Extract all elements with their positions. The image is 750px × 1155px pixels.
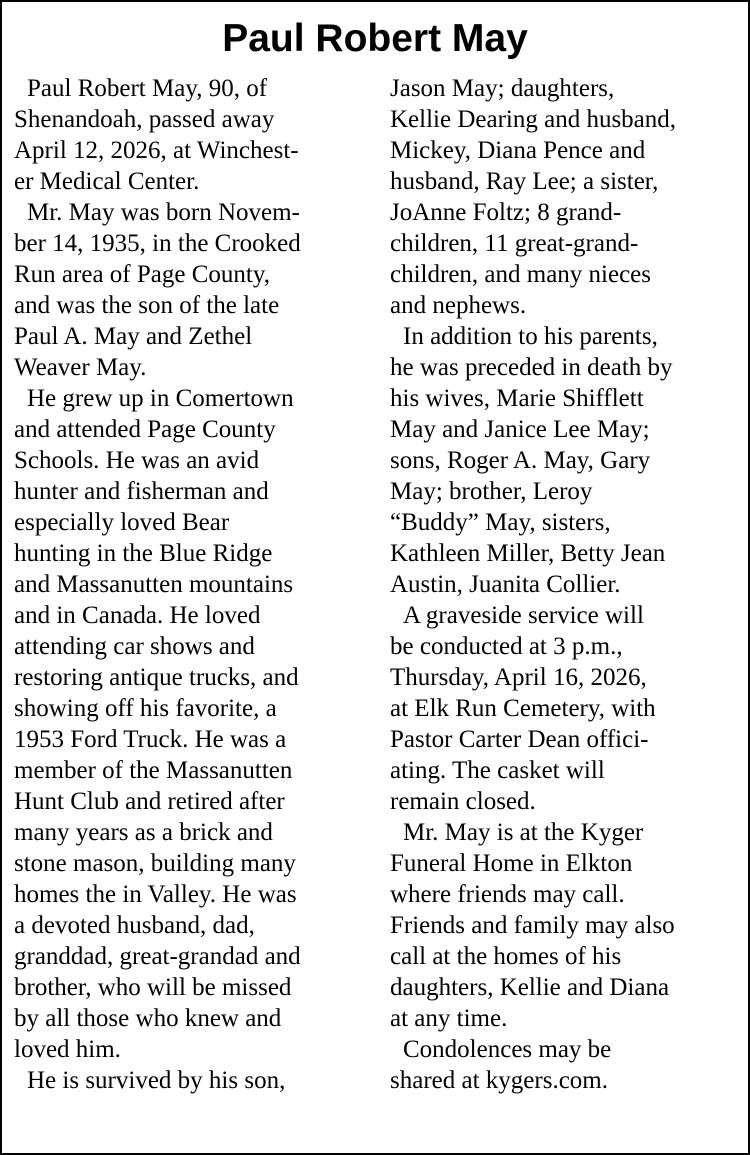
text-line: showing off his favorite, a bbox=[14, 695, 277, 722]
text-line: restoring antique trucks, and bbox=[14, 664, 299, 691]
text-line: Pastor Carter Dean offici- bbox=[390, 726, 649, 753]
text-line: Paul Robert May, 90, of bbox=[27, 75, 268, 102]
text-line: April 12, 2026, at Winchest- bbox=[14, 137, 299, 164]
text-line: “Buddy” May, sisters, bbox=[390, 509, 611, 536]
text-line: Paul A. May and Zethel bbox=[14, 323, 253, 350]
text-line: shared at kygers.com. bbox=[390, 1067, 608, 1094]
text-line: 1953 Ford Truck. He was a bbox=[14, 726, 287, 753]
text-line: brother, who will be missed bbox=[14, 974, 292, 1001]
text-line: He is survived by his son, bbox=[27, 1067, 286, 1094]
text-line: be conducted at 3 p.m., bbox=[390, 633, 623, 660]
text-line: Mr. May was born Novem- bbox=[27, 199, 300, 226]
text-line: homes the in Valley. He was bbox=[14, 881, 297, 908]
text-line: especially loved Bear bbox=[14, 509, 230, 536]
text-line: member of the Massanutten bbox=[14, 757, 293, 784]
text-line: Condolences may be bbox=[403, 1036, 612, 1063]
text-line: daughters, Kellie and Diana bbox=[390, 974, 670, 1001]
text-line: Hunt Club and retired after bbox=[14, 788, 285, 815]
text-line: and Massanutten mountains bbox=[14, 571, 294, 598]
text-line: he was preceded in death by bbox=[390, 354, 673, 381]
text-line: and was the son of the late bbox=[14, 292, 280, 319]
text-line: where friends may call. bbox=[390, 881, 625, 908]
text-line: He grew up in Comertown bbox=[27, 385, 294, 412]
text-line: May and Janice Lee May; bbox=[390, 416, 650, 443]
text-line: Kathleen Miller, Betty Jean bbox=[390, 540, 666, 567]
text-line: Funeral Home in Elkton bbox=[390, 850, 633, 877]
text-line: Mickey, Diana Pence and bbox=[390, 137, 646, 164]
text-line: ber 14, 1935, in the Crooked bbox=[14, 230, 301, 257]
text-line: May; brother, Leroy bbox=[390, 478, 593, 505]
obituary-column-left bbox=[14, 73, 370, 1096]
text-line: sons, Roger A. May, Gary bbox=[390, 447, 651, 474]
text-line: children, and many nieces bbox=[390, 261, 652, 288]
text-line: at any time. bbox=[390, 1005, 508, 1032]
text-line: Schools. He was an avid bbox=[14, 447, 260, 474]
text-line: Thursday, April 16, 2026, bbox=[390, 664, 647, 691]
text-line: his wives, Marie Shifflett bbox=[390, 385, 644, 412]
text-line: Kellie Dearing and husband, bbox=[390, 106, 677, 133]
text-line: Run area of Page County, bbox=[14, 261, 270, 288]
text-line: Jason May; daughters, bbox=[390, 75, 615, 102]
text-line: remain closed. bbox=[390, 788, 536, 815]
text-line: at Elk Run Cemetery, with bbox=[390, 695, 656, 722]
text-line: Shenandoah, passed away bbox=[14, 106, 275, 133]
obituary-column-right bbox=[390, 73, 740, 1096]
text-line: A graveside service will bbox=[403, 602, 644, 629]
text-line: hunting in the Blue Ridge bbox=[14, 540, 273, 567]
text-line: children, 11 great-grand- bbox=[390, 230, 639, 257]
text-line: call at the homes of his bbox=[390, 943, 622, 970]
text-line: and in Canada. He loved bbox=[14, 602, 261, 629]
text-line: Weaver May. bbox=[14, 354, 147, 381]
text-line: Friends and family may also bbox=[390, 912, 675, 939]
text-line: husband, Ray Lee; a sister, bbox=[390, 168, 659, 195]
text-line: ating. The casket will bbox=[390, 757, 605, 784]
text-line: by all those who knew and bbox=[14, 1005, 282, 1032]
text-line: Austin, Juanita Collier. bbox=[390, 571, 621, 598]
obituary-title: Paul Robert May bbox=[222, 17, 528, 60]
text-line: hunter and fisherman and bbox=[14, 478, 269, 505]
text-line: granddad, great-grandad and bbox=[14, 943, 301, 970]
text-line: and attended Page County bbox=[14, 416, 276, 443]
text-line: In addition to his parents, bbox=[403, 323, 658, 350]
text-line: and nephews. bbox=[390, 292, 527, 319]
text-line: er Medical Center. bbox=[14, 168, 200, 195]
text-line: loved him. bbox=[14, 1036, 121, 1063]
text-line: JoAnne Foltz; 8 grand- bbox=[390, 199, 622, 226]
text-line: attending car shows and bbox=[14, 633, 255, 660]
text-line: stone mason, building many bbox=[14, 850, 296, 877]
text-line: Mr. May is at the Kyger bbox=[403, 819, 644, 846]
text-line: many years as a brick and bbox=[14, 819, 273, 846]
text-line: a devoted husband, dad, bbox=[14, 912, 255, 939]
